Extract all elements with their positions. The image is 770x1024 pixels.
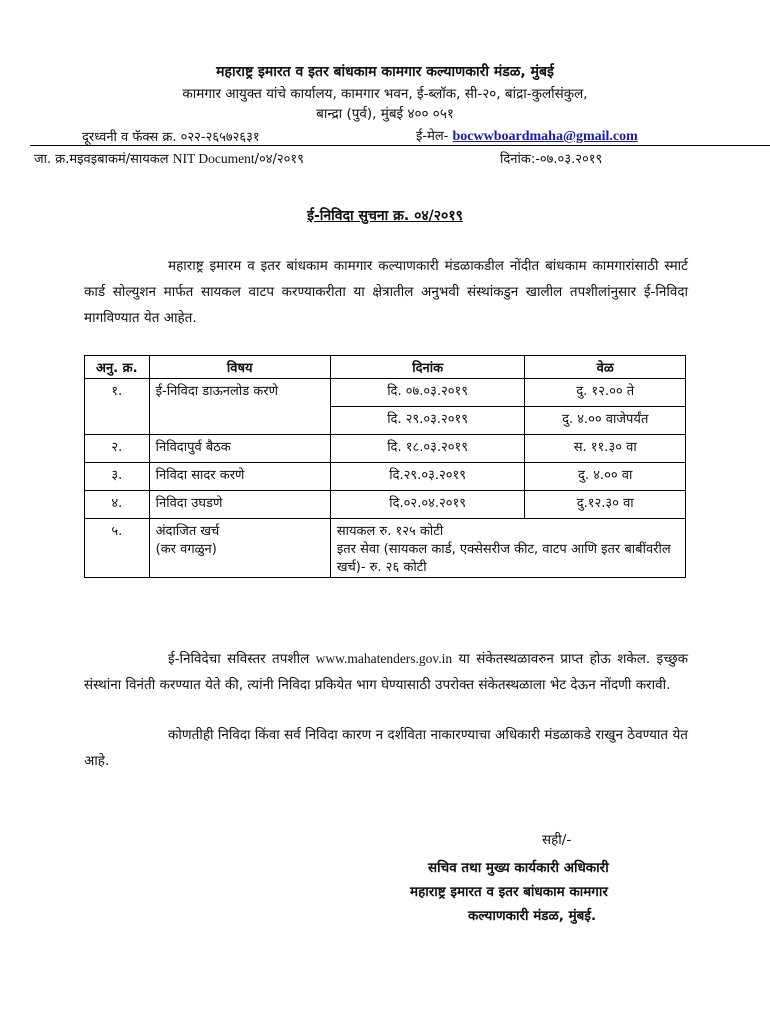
cell-date: दि. १८.०३.२०१९ (330, 435, 525, 463)
cell-time: स. ११.३० वा (525, 435, 686, 463)
cell-time: दु. १२.०० ते (525, 379, 686, 407)
address-line-2: बान्द्रा (पुर्व), मुंबई ४०० ०५१ (316, 106, 454, 122)
cell-date: दि. २९.०३.२०१९ (330, 407, 525, 435)
cost-subject-line-2: (कर वगळुन) (155, 542, 217, 557)
cost-detail-line-1: सायकल रु. १२५ कोटी (336, 524, 444, 539)
rights-paragraph: कोणतीही निविदा किंवा सर्व निविदा कारण न दर्शविता नाकारण्याचा अधिकारी मंडळाकडे राखुन ठेवण्यात येत आहे. (84, 727, 688, 769)
cell-date: दि.०२.०४.२०१९ (330, 491, 525, 519)
notice-title (0, 206, 770, 225)
address-line-1: कामगार आयुक्त यांचे कार्यालय, कामगार भवन, ई-ब्लॉक, सी-२०, बांद्रा-कुर्लासंकुल, (182, 86, 588, 102)
phone-fax: दूरध्वनी व फॅक्स क्र. ०२२-२६५७२६३१ (82, 130, 260, 145)
ref-latin: NIT Document (172, 151, 255, 166)
table-row (85, 491, 686, 519)
cell-time: दु.१२.३० वा (525, 491, 686, 519)
cell-serial: १. (85, 379, 150, 435)
cell-subject: निविदापुर्व बैठक (149, 435, 330, 463)
cell-subject: निविदा उघडणे (149, 491, 330, 519)
header-time: वेळ (525, 356, 686, 379)
ref-prefix: जा. क्र.मइवइबाकमं/सायकल (34, 152, 169, 167)
signature-label: सही/- (542, 832, 572, 848)
details-paragraph (84, 646, 688, 698)
intro-paragraph: महाराष्ट्र इमारम व इतर बांधकाम कामगार कल्याणकारी मंडळाकडील नोंदीत बांधकाम कामगारांसाठी स्मार्ट कार्ड सोल्युशन मार्फत सायकल वाटप करण्याकरीता या क्षेत्रातील अनुभवी संस्थांकडुन खालील तपशीलांनुसार ई-निविदा मागविण्यात येत आहेत. (84, 258, 688, 326)
ref-suffix: /०४/२०१९ (254, 152, 304, 167)
notice-title-text: ई-निविदा सुचना क्र. ०४/२०१९ (307, 208, 463, 224)
signatory-org-line-1: महाराष्ट्र इमारत व इतर बांधकाम कामगार (410, 884, 608, 900)
table-row (85, 435, 686, 463)
table-row-cost (85, 519, 686, 578)
document-date: दिनांक:-०७.०३.२०१९ (500, 152, 603, 167)
cell-cost-subject (149, 519, 330, 578)
org-title: महाराष्ट्र इमारत व इतर बांधकाम कामगार कल्याणकारी मंडळ, मुंबई (216, 64, 554, 80)
cell-serial: ४. (85, 491, 150, 519)
header-date: दिनांक (330, 356, 525, 379)
cell-subject: ई-निविदा डाऊनलोड करणे (149, 379, 330, 435)
cost-detail-line-2: इतर सेवा (सायकल कार्ड, एक्सेसरीज कीट, वाटप आणि इतर बाबींवरील खर्च)- रु. २६ कोटी (336, 542, 671, 575)
email-label: ई-मेल- (416, 129, 449, 144)
schedule-table (84, 355, 686, 578)
table-header-row (85, 356, 686, 379)
cell-time: दु. ४.०० वा (525, 463, 686, 491)
cell-cost-detail (330, 519, 685, 578)
cost-subject-line-1: अंदाजित खर्च (155, 524, 220, 539)
header-divider (30, 145, 770, 146)
cell-date: दि.२९.०३.२०१९ (330, 463, 525, 491)
cell-date: दि. ०७.०३.२०१९ (330, 379, 525, 407)
cell-serial: ५. (85, 519, 150, 578)
cell-serial: २. (85, 435, 150, 463)
cell-serial: ३. (85, 463, 150, 491)
signatory-designation: सचिव तथा मुख्य कार्यकारी अधिकारी (428, 860, 609, 876)
email-line (416, 126, 638, 145)
cell-subject: निविदा सादर करणे (149, 463, 330, 491)
cell-time: दु. ४.०० वाजेपर्यंत (525, 407, 686, 435)
header-subject: विषय (149, 356, 330, 379)
details-text-before: ई-निविदेचा सविस्तर तपशील (168, 651, 310, 667)
reference-number (34, 149, 304, 167)
table-row (85, 379, 686, 407)
signatory-org-line-2: कल्याणकारी मंडळ, मुंबई. (468, 908, 597, 924)
header-serial: अनु. क्र. (85, 356, 150, 379)
details-text-after: या संकेतस्थळावरुन प्राप्त होऊ शकेल. इच्छुक संस्थांना विनंती करण्यात येते की, त्यांनी निविदा प्रकियेत भाग घेण्यासाठी उपरोक्त संकेतस्थळाला भेट देऊन नोंदणी करावी. (84, 651, 688, 693)
website-url[interactable]: www.mahatenders.gov.in (315, 651, 453, 666)
table-row (85, 463, 686, 491)
email-link[interactable]: bocwwboardmaha@gmail.com (452, 129, 638, 144)
